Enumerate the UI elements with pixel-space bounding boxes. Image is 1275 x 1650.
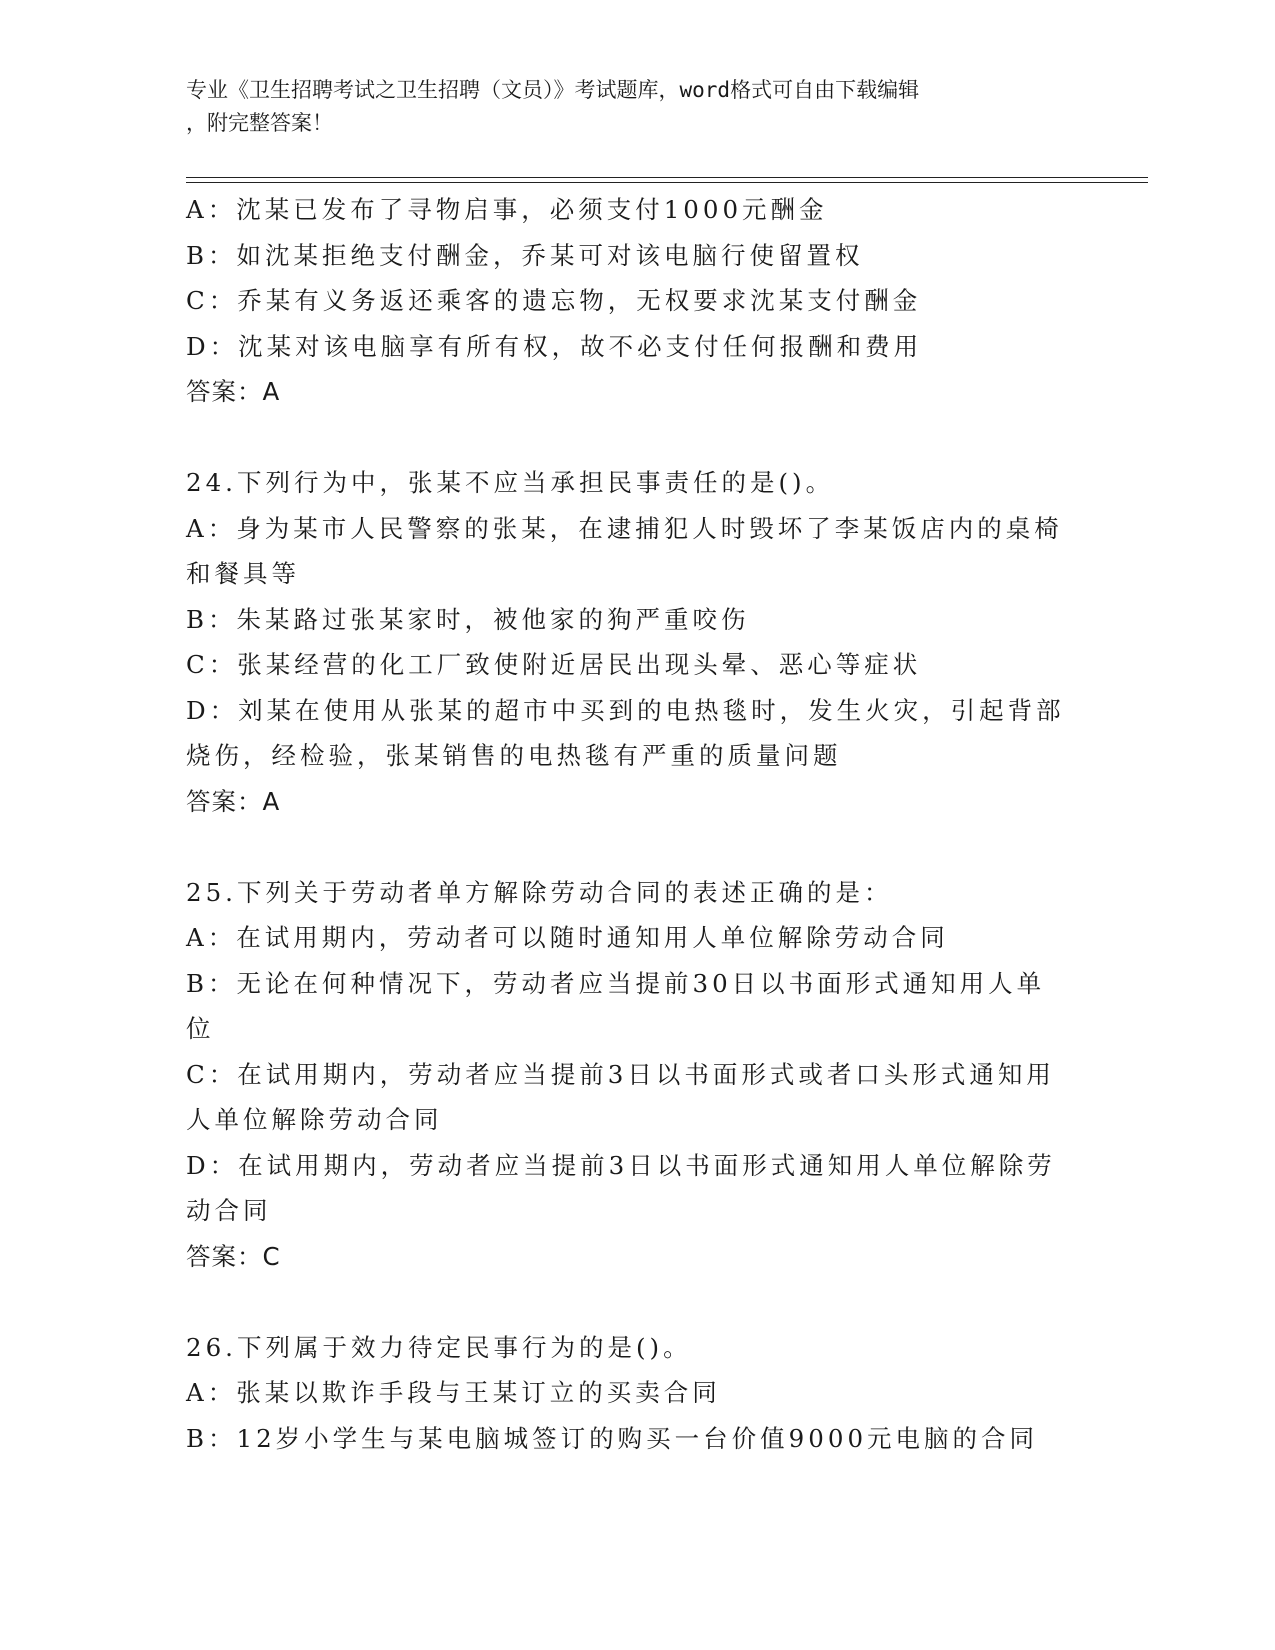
option-c: C：在试用期内，劳动者应当提前3日以书面形式或者口头形式通知用 xyxy=(186,1059,1055,1089)
header-rule-top xyxy=(186,177,1148,178)
option-b: B：无论在何种情况下，劳动者应当提前30日以书面形式通知用人单 xyxy=(186,968,1046,998)
option-b: B：如沈某拒绝支付酬金，乔某可对该电脑行使留置权 xyxy=(186,240,864,270)
question-23 xyxy=(186,187,1076,415)
header-line-2: ，附完整答案！ xyxy=(186,111,333,135)
answer-label: 答案：A xyxy=(186,377,281,406)
question-24 xyxy=(186,460,1076,824)
option-c: C：乔某有义务返还乘客的遗忘物，无权要求沈某支付酬金 xyxy=(186,286,922,315)
header-line-1: 专业《卫生招聘考试之卫生招聘（文员）》考试题库，word格式可自由下载编辑 xyxy=(186,78,920,102)
option-a: A：沈某已发布了寻物启事，必须支付1000元酬金 xyxy=(186,195,828,224)
option-d: D：在试用期内，劳动者应当提前3日以书面形式通知用人单位解除劳 xyxy=(186,1150,1056,1180)
question-26 xyxy=(186,1325,1076,1462)
document-header xyxy=(186,74,1066,140)
header-rule-bottom xyxy=(186,182,1148,183)
option-b-continued: 位 xyxy=(186,1014,215,1043)
spacer xyxy=(186,824,1076,870)
option-a: A：身为某市人民警察的张某，在逮捕犯人时毁坏了李某饭店内的桌椅 xyxy=(186,513,1063,543)
option-a: A：张某以欺诈手段与王某订立的买卖合同 xyxy=(186,1378,721,1407)
option-d: D：刘某在使用从张某的超市中买到的电热毯时，发生火灾，引起背部 xyxy=(186,695,1065,725)
option-b: B：朱某路过张某家时，被他家的狗严重咬伤 xyxy=(186,604,750,634)
answer-label: 答案：A xyxy=(186,786,281,816)
option-d-continued: 烧伤，经检验，张某销售的电热毯有严重的质量问题 xyxy=(186,741,842,770)
option-c: C：张某经营的化工厂致使附近居民出现头晕、恶心等症状 xyxy=(186,650,922,679)
option-b: B：12岁小学生与某电脑城签订的购买一台价值9000元电脑的合同 xyxy=(186,1423,1039,1453)
question-stem: 25.下列关于劳动者单方解除劳动合同的表述正确的是： xyxy=(186,877,893,907)
option-a-continued: 和餐具等 xyxy=(186,559,300,588)
option-d-continued: 动合同 xyxy=(186,1196,272,1225)
spacer xyxy=(186,415,1076,461)
question-stem: 24.下列行为中，张某不应当承担民事责任的是()。 xyxy=(186,468,835,497)
question-stem: 26.下列属于效力待定民事行为的是()。 xyxy=(186,1332,692,1362)
spacer xyxy=(186,1279,1076,1325)
option-c-continued: 人单位解除劳动合同 xyxy=(186,1105,443,1134)
option-a: A：在试用期内，劳动者可以随时通知用人单位解除劳动合同 xyxy=(186,923,949,952)
answer-label: 答案：C xyxy=(186,1241,281,1271)
option-d: D：沈某对该电脑享有所有权，故不必支付任何报酬和费用 xyxy=(186,331,923,361)
question-list xyxy=(186,187,1076,1461)
question-25 xyxy=(186,870,1076,1280)
